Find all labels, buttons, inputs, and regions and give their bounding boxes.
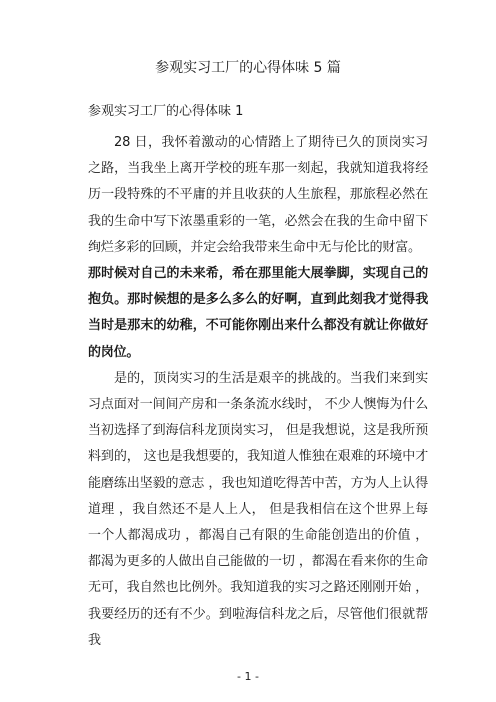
page-number: - 1 -: [237, 670, 259, 683]
paragraph-3: 是的，顶岗实习的生活是艰辛的挑战的。当我们来到实习点面对一间间产房和一条条流水线时， 不少人懊悔为什么当初选择了到海信科龙顶岗实习， 但是我想说，这是我所预料到的， 这也是我想要的，我知道人惟独在艰难的环境中才能磨练出坚毅的意志 ，我也知道吃得苦中苦，方为人上认得道理 ，我自然还不是人上人， 但是我相信在这个世界上每一个人都渴成功 ，都渴自己有限的生命能创造出的价值 ，都渴为更多的人做出自己能做的一切 ，都渴在看来你的生命无可，我自然也比例外。我知道我的实习之路还刚刚开始 ，我要经历的还有不少。到啦海信科龙之后，尽管他们很就帮我: [88, 370, 428, 648]
document-title: 参观实习工厂的心得体味 5 篇: [155, 60, 341, 76]
section-heading: 参观实习工厂的心得体味 1: [88, 104, 244, 119]
paragraph-1: 28 日，我怀着激动的心情踏上了期待已久的顶岗实习之路，当我坐上离开学校的班车那一刻起，我就知道我将经历一段特殊的不平庸的并且收获的人生旅程，那旅程必然在我的生命中写下浓墨重彩的一笔，必然会在我的生命中留下绚烂多彩的回顾，并定会给我带来生命中无与伦比的财富。: [88, 135, 428, 255]
paragraph-2: 那时候对自己的未来希，希在那里能大展拳脚，实现自己的抱负。那时候想的是多么多么的好啊，直到此刻我才觉得我当时是那末的幼稚，不可能你刚出来什么都没有就让你做好的岗位。: [88, 266, 428, 360]
